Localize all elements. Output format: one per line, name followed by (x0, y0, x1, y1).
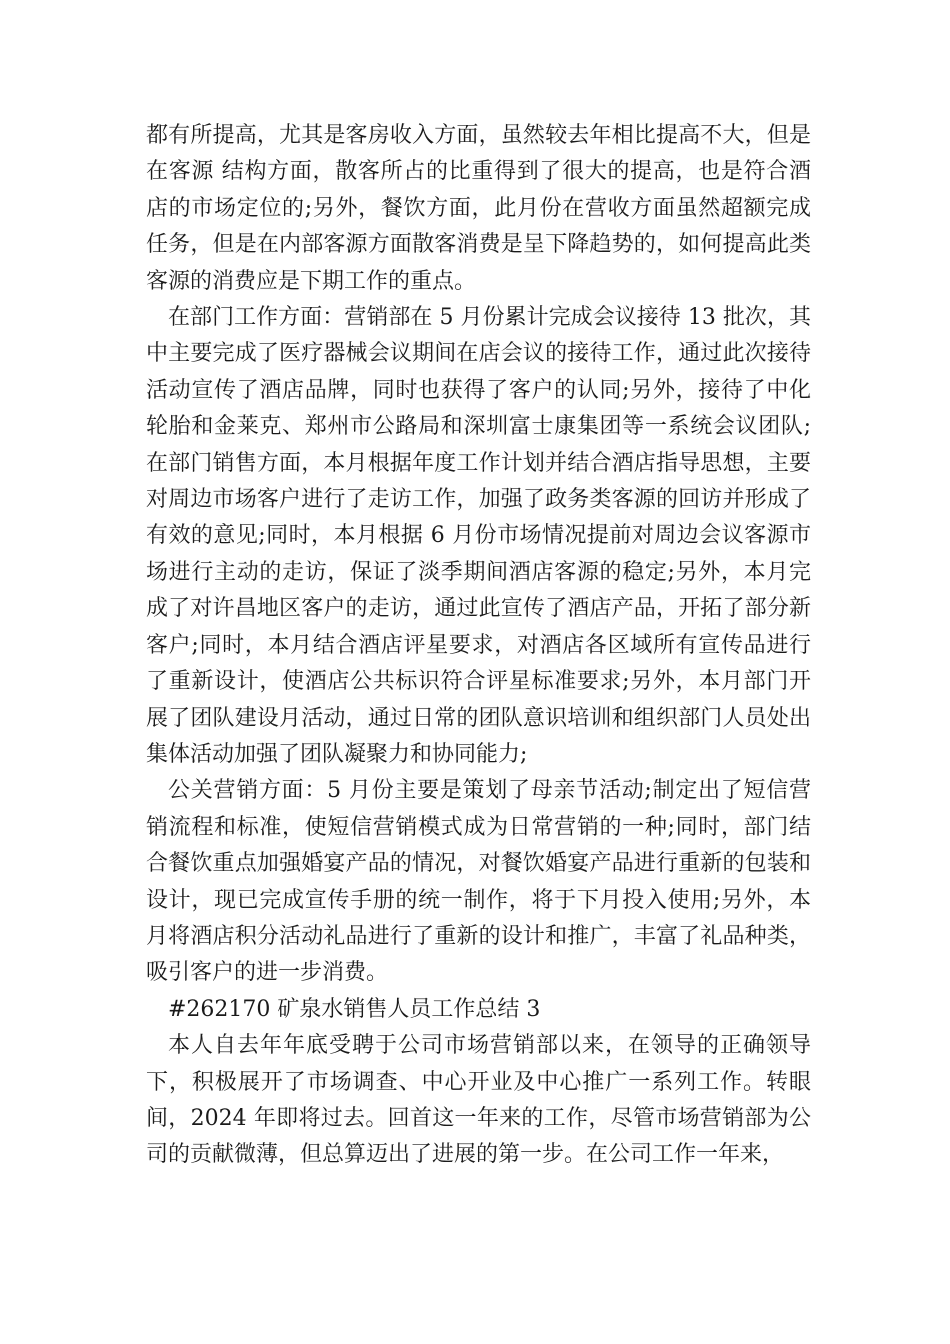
paragraph-pr-marketing: 公关营销方面：5 月份主要是策划了母亲节活动;制定出了短信营销流程和标准，使短信营销模式成为日常营销的一种;同时，部门结合餐饮重点加强婚宴产品的情况，对餐饮婚宴产品进行重新的包装和设计，现已完成宣传手册的统一制作，将于下月投入使用;另外，本月将酒店积分活动礼品进行了重新的设计和推广，丰富了礼品种类，吸引客户的进一步消费。 (146, 778, 811, 986)
paragraph-annual-review: 本人自去年年底受聘于公司市场营销部以来，在领导的正确领导下，积极展开了市场调查、中心开业及中心推广一系列工作。转眼间，2024 年即将过去。回首这一年来的工作，尽管市场营销部为公司的贡献微薄，但总算迈出了进展的第一步。在公司工作一年来， (146, 1033, 811, 1168)
document-body (146, 118, 811, 1174)
section-heading: #262170 矿泉水销售人员工作总结 3 (168, 996, 541, 1022)
paragraph-occupancy-summary: 都有所提高，尤其是客房收入方面，虽然较去年相比提高不大，但是在客源 结构方面，散客所占的比重得到了很大的提高，也是符合酒店的市场定位的;另外，餐饮方面，此月份在营收方面虽然超额完成任务，但是在内部客源方面散客消费是呈下降趋势的，如何提高此类客源的消费应是下期工作的重点。 (146, 123, 811, 294)
paragraph-department-work: 在部门工作方面：营销部在 5 月份累计完成会议接待 13 批次，其中主要完成了医疗器械会议期间在店会议的接待工作，通过此次接待活动宣传了酒店品牌，同时也获得了客户的认同;另外，接待了中化轮胎和金莱克、郑州市公路局和深圳富士康集团等一系统会议团队;在部门销售方面，本月根据年度工作计划并结合酒店指导思想，主要对周边市场客户进行了走访工作，加强了政务类客源的回访并形成了有效的意见;同时，本月根据 6 月份市场情况提前对周边会议客源市场进行主动的走访，保证了淡季期间酒店客源的稳定;另外，本月完成了对许昌地区客户的走访，通过此宣传了酒店产品，开拓了部分新客户;同时，本月结合酒店评星要求，对酒店各区域所有宣传品进行了重新设计，使酒店公共标识符合评星标准要求;另外，本月部门开展了团队建设月活动，通过日常的团队意识培训和组织部门人员处出集体活动加强了团队凝聚力和协同能力; (146, 305, 811, 767)
